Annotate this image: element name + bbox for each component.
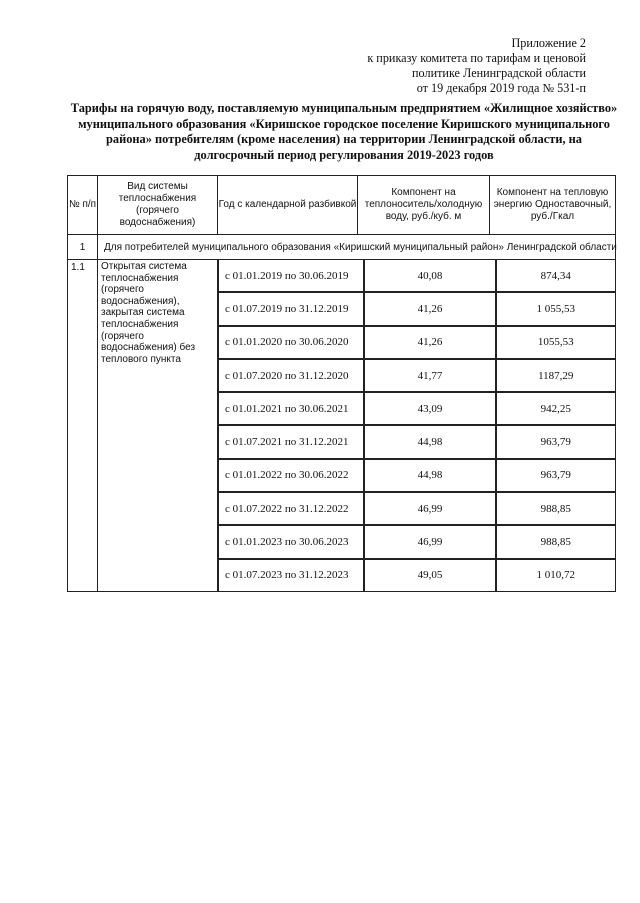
heat-cell: 942,25 [496, 392, 616, 425]
header-num: № п/п [68, 176, 98, 235]
heat-cell: 1187,29 [496, 359, 616, 392]
appendix-line-4: от 19 декабря 2019 года № 531-п [416, 81, 586, 95]
period-cell: с 01.07.2019 по 31.12.2019 [218, 292, 364, 325]
period-cell: с 01.01.2020 по 30.06.2020 [218, 326, 364, 359]
water-cell: 41,26 [364, 292, 496, 325]
heat-cell: 874,34 [496, 260, 616, 292]
document-title: Тарифы на горячую воду, поставляемую муниципальным предприятием «Жилищное хозяйство» муниципального образования «Киришское городское поселение Киришского муниципального района» потребителям (кроме населения) на территории Ленинградской области, на долгосрочный период регулирования 2019-2023 годов [70, 101, 618, 162]
table-row [218, 425, 616, 458]
table-row [218, 292, 616, 325]
period-cell: с 01.01.2023 по 30.06.2023 [218, 525, 364, 558]
table-row [218, 359, 616, 392]
heat-cell: 988,85 [496, 492, 616, 525]
sub-num: 1.1 [68, 260, 98, 592]
table-header-row [68, 176, 616, 235]
heat-cell: 1 010,72 [496, 559, 616, 592]
tariff-periods [218, 260, 616, 592]
water-cell: 49,05 [364, 559, 496, 592]
period-cell: с 01.07.2023 по 31.12.2023 [218, 559, 364, 592]
system-type: Открытая система теплоснабжения (горячего водоснабжения), закрытая система теплоснабжения (горячего водоснабжения) без теплового пункта [98, 260, 218, 592]
water-cell: 41,77 [364, 359, 496, 392]
heat-cell: 1 055,53 [496, 292, 616, 325]
water-cell: 46,99 [364, 525, 496, 558]
period-cell: с 01.07.2022 по 31.12.2022 [218, 492, 364, 525]
water-cell: 43,09 [364, 392, 496, 425]
appendix-line-2: к приказу комитета по тарифам и ценовой [367, 51, 586, 65]
group-num: 1 [68, 235, 98, 260]
table-row [218, 559, 616, 592]
table-row [218, 326, 616, 359]
header-system: Вид системы теплоснабжения (горячего водоснабжения) [98, 176, 218, 235]
water-cell: 44,98 [364, 459, 496, 492]
period-cell: с 01.07.2021 по 31.12.2021 [218, 425, 364, 458]
appendix-header [306, 36, 586, 96]
group-row [68, 235, 616, 260]
appendix-line-1: Приложение 2 [511, 36, 586, 50]
tariff-periods-table [218, 260, 616, 592]
header-period: Год с календарной разбивкой [218, 176, 358, 235]
water-cell: 44,98 [364, 425, 496, 458]
table-row [218, 260, 616, 292]
water-cell: 41,26 [364, 326, 496, 359]
water-cell: 40,08 [364, 260, 496, 292]
water-cell: 46,99 [364, 492, 496, 525]
table-row [218, 525, 616, 558]
heat-cell: 963,79 [496, 459, 616, 492]
heat-cell: 963,79 [496, 425, 616, 458]
appendix-line-3: политике Ленинградской области [412, 66, 586, 80]
sub-row [68, 260, 616, 592]
tariff-table [67, 175, 616, 592]
period-cell: с 01.01.2019 по 30.06.2019 [218, 260, 364, 292]
table-row [218, 392, 616, 425]
table-row [218, 459, 616, 492]
heat-cell: 1055,53 [496, 326, 616, 359]
period-cell: с 01.07.2020 по 31.12.2020 [218, 359, 364, 392]
table-row [218, 492, 616, 525]
header-heat-component: Компонент на тепловую энергию Одноставочный, руб./Гкал [490, 176, 616, 235]
period-cell: с 01.01.2022 по 30.06.2022 [218, 459, 364, 492]
header-water-component: Компонент на теплоноситель/холодную воду, руб./куб. м [358, 176, 490, 235]
period-cell: с 01.01.2021 по 30.06.2021 [218, 392, 364, 425]
group-label: Для потребителей муниципального образования «Киришский муниципальный район» Ленинградской области [98, 235, 616, 260]
heat-cell: 988,85 [496, 525, 616, 558]
